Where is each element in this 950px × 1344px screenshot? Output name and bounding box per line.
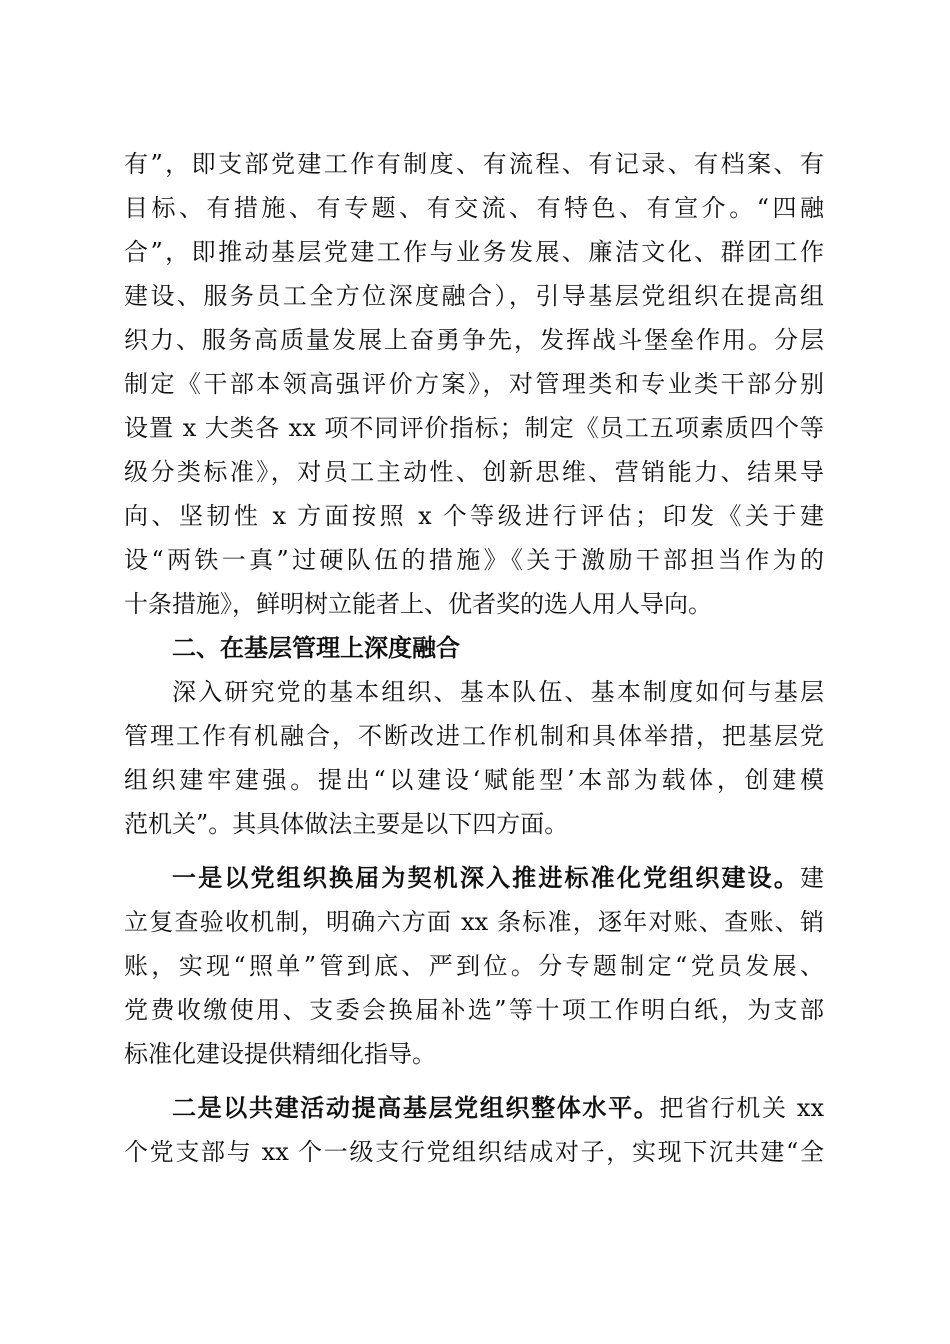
document-page	[124, 142, 824, 1174]
text-line: 立复查验收机制，明确六方面 xx 条标准，逐年对账、查账、销	[124, 908, 824, 936]
bold-lead: 一是以党组织换届为契机深入推进标准化党组织建设。	[172, 863, 800, 892]
paragraph-3	[124, 856, 824, 1076]
text-line: 账，实现“照单”管到底、严到位。分专题制定“党员发展、	[124, 952, 824, 980]
bold-lead: 二是以共建活动提高基层党组织整体水平。	[172, 1093, 660, 1122]
text-line: 党费收缴使用、支委会换届补选”等十项工作明白纸，为支部	[124, 996, 824, 1024]
spacer	[124, 846, 824, 856]
text-line	[124, 856, 824, 900]
text-line: 制定《干部本领高强评价方案》，对管理类和专业类干部分别	[124, 370, 824, 398]
text-line: 设“两铁一真”过硬队伍的措施》《关于激励干部担当作为的	[124, 546, 824, 574]
spacer	[124, 1076, 824, 1086]
paragraph-4	[124, 1086, 824, 1174]
text-line: 目标、有措施、有专题、有交流、有特色、有宣介。“四融	[124, 194, 824, 222]
text-line: 合”，即推动基层党建工作与业务发展、廉洁文化、群团工作	[124, 238, 824, 266]
paragraph-1	[124, 142, 824, 626]
text-line: 管理工作有机融合，不断改进工作机制和具体举措，把基层党	[124, 722, 824, 750]
text-line: 设置 x 大类各 xx 项不同评价指标；制定《员工五项素质四个等	[124, 414, 824, 442]
paragraph-2	[124, 670, 824, 846]
text-line: 建设、服务员工全方位深度融合），引导基层党组织在提高组	[124, 282, 824, 310]
text-line: 深入研究党的基本组织、基本队伍、基本制度如何与基层	[172, 678, 824, 706]
text-line: 标准化建设提供精细化指导。	[124, 1040, 436, 1068]
text-line: 向、坚韧性 x 方面按照 x 个等级进行评估；印发《关于建	[124, 502, 824, 530]
text-line: 组织建牢建强。提出“以建设‘赋能型’本部为载体，创建模	[124, 766, 824, 794]
text-line: 有”，即支部党建工作有制度、有流程、有记录、有档案、有	[124, 150, 824, 178]
text-line: 范机关”。其具体做法主要是以下四方面。	[124, 810, 569, 838]
text-line: 织力、服务高质量发展上奋勇争先，发挥战斗堡垒作用。分层	[124, 326, 824, 354]
lead-tail: 建	[800, 864, 824, 892]
text-line: 个党支部与 xx 个一级支行党组织结成对子，实现下沉共建“全	[124, 1138, 824, 1166]
lead-tail: 把省行机关 xx	[659, 1094, 824, 1122]
text-line: 级分类标准》，对员工主动性、创新思维、营销能力、结果导	[124, 458, 824, 486]
text-line	[124, 1086, 824, 1130]
section-heading: 二、在基层管理上深度融合	[172, 634, 460, 662]
text-line: 十条措施》，鲜明树立能者上、优者奖的选人用人导向。	[124, 590, 712, 618]
